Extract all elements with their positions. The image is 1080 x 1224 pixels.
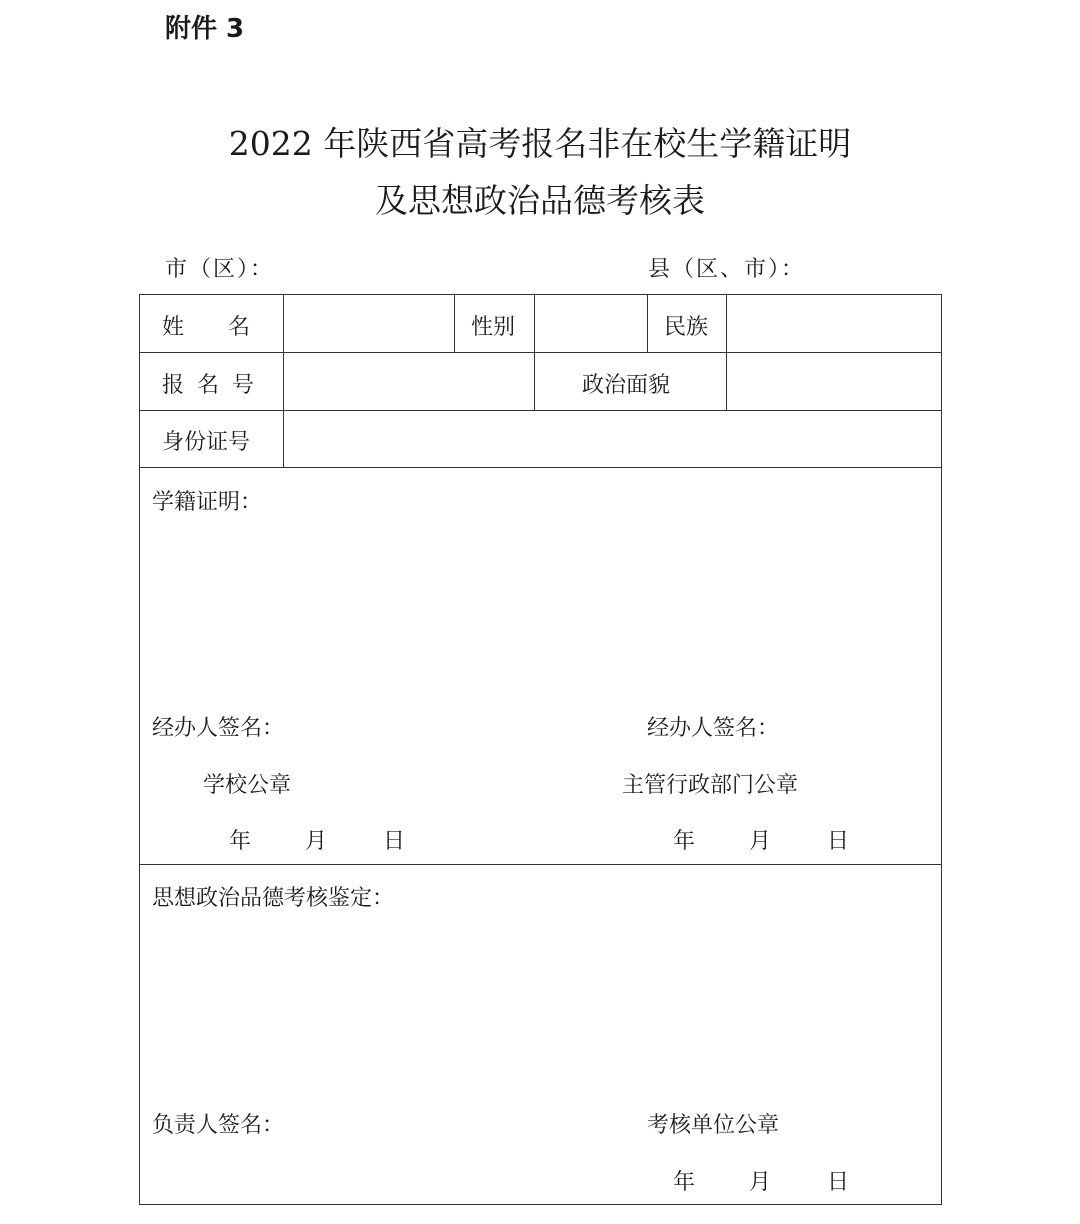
name-field[interactable] [285,297,453,351]
column-divider [647,295,648,352]
admin-date-day: 日 [827,829,850,854]
id-number-field[interactable] [285,412,940,466]
political-status-field[interactable] [728,354,940,409]
attachment-label: 附件 3 [165,14,245,44]
school-date-day: 日 [383,829,406,854]
admin-signer-label: 经办人签名： [647,716,780,741]
column-divider [534,295,535,410]
school-date-year: 年 [229,829,252,854]
status-proof-content[interactable] [150,520,930,700]
section-divider [140,864,941,865]
admin-seal-label: 主管行政部门公章 [622,773,799,798]
moral-assessment-content[interactable] [150,917,930,1097]
ethnicity-field[interactable] [728,297,940,351]
column-divider [283,295,284,467]
assessment-date-day: 日 [827,1170,850,1195]
row-divider [140,352,941,353]
assessment-date-month: 月 [749,1170,772,1195]
name-label: 姓 名 [162,315,251,340]
school-signer-label: 经办人签名： [152,716,285,741]
city-label: 市（区）： [165,257,275,282]
column-divider [454,295,455,352]
row-divider [140,410,941,411]
admin-date-year: 年 [673,829,696,854]
school-seal-label: 学校公章 [203,773,292,798]
assessment-date-year: 年 [673,1170,696,1195]
unit-seal-label: 考核单位公章 [647,1113,780,1138]
form-title-line1: 2022 年陕西省高考报名非在校生学籍证明 [228,124,852,163]
county-label: 县（区、市）： [648,257,806,282]
moral-assessment-heading: 思想政治品德考核鉴定： [152,886,395,911]
gender-field[interactable] [536,297,646,351]
id-number-label: 身份证号 [162,430,251,455]
admin-date-month: 月 [749,829,772,854]
registration-no-field[interactable] [285,354,533,409]
ethnicity-label: 民族 [664,315,709,340]
row-divider [140,467,941,468]
column-divider [726,295,727,410]
responsible-signer-label: 负责人签名： [152,1113,285,1138]
form-title-line2: 及思想政治品德考核表 [375,181,705,220]
status-proof-heading: 学籍证明： [152,490,263,515]
school-date-month: 月 [305,829,328,854]
political-status-label: 政治面貌 [582,373,671,398]
registration-no-label: 报 名 号 [162,373,257,398]
assessment-form [139,294,942,1205]
gender-label: 性别 [471,315,516,340]
